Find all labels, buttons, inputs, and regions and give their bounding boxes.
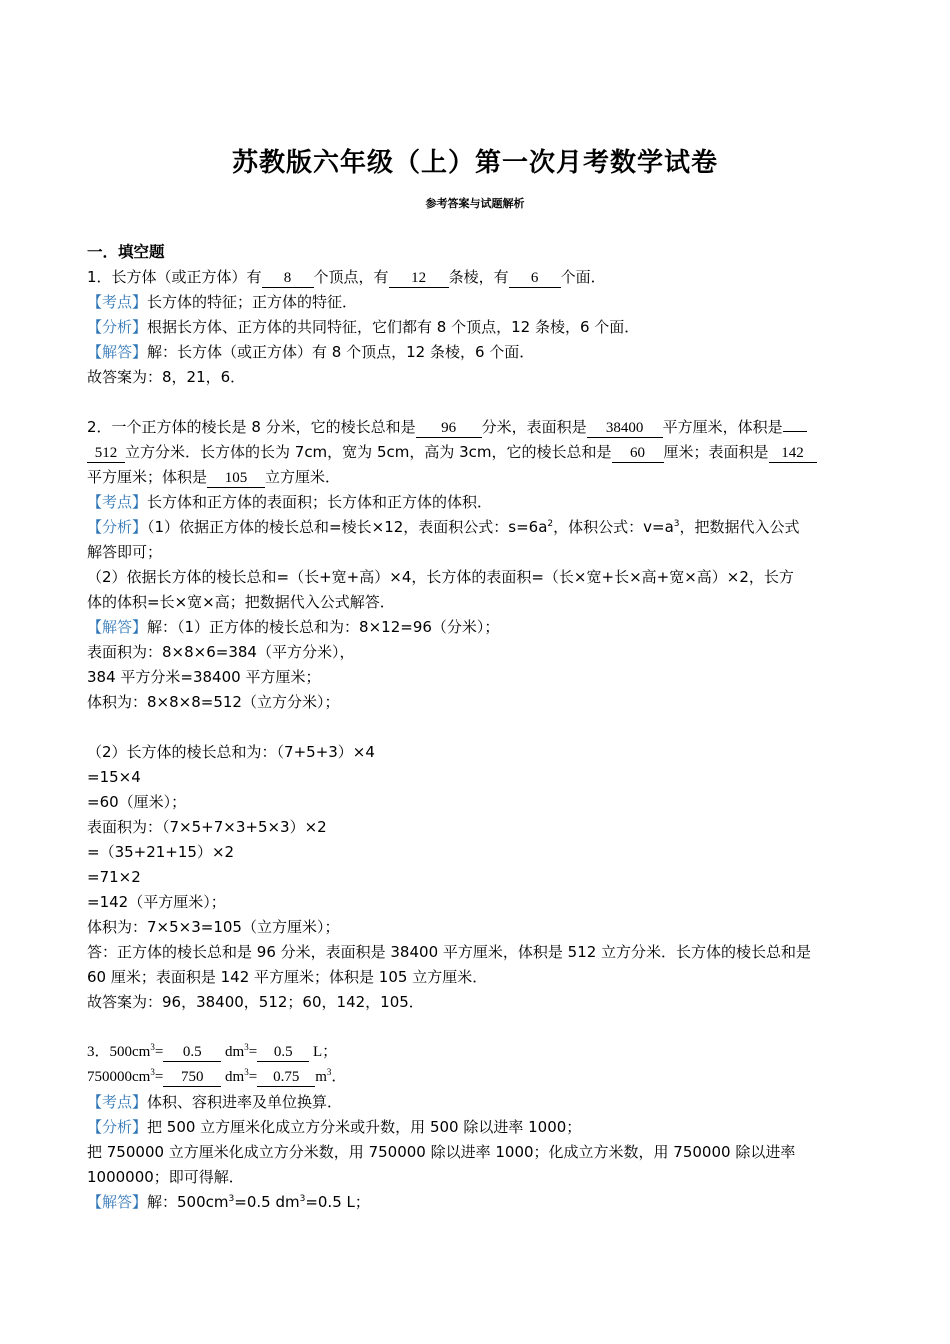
page-title: 苏教版六年级（上）第一次月考数学试卷 [231,148,718,178]
q2-question-line1: 2．一个正方体的棱长是 8 分米，它的棱长总和是 96 分米，表面积是 38400 平方厘米，体积是 [87,415,867,440]
jieda-tag: 【解答】 [87,1193,148,1211]
answer-blank: 0.5 [163,1044,221,1062]
answer-blank: 105 [207,470,265,488]
q1-fenxi: 【分析】根据长方体、正方体的共同特征，它们都有 8 个顶点，12 条棱，6 个面． [87,318,640,336]
kaodian-tag: 【考点】 [87,1093,148,1111]
q1-jieda: 【解答】解：长方体（或正方体）有 8 个顶点，12 条棱，6 个面． [87,343,535,361]
q3-jieda: 【解答】解：$500cm^3=0.5$ $dm^3=0.5$ L； [87,1193,370,1211]
jieda-tag: 【解答】 [87,618,148,636]
kaodian-tag: 【考点】 [87,293,148,311]
answer-blank: 38400 [587,420,663,438]
answer-blank: 512 [87,445,125,463]
answer-blank: 96 [416,420,482,438]
document-body: 一．填空题 1．长方体（或正方体）有 8 个顶点，有 12 条棱，有 6 个面． 【考点】长方体的特征；正方体的特征． 【分析】根据长方体、正方体的共同特征，它们都有 8 个顶点，12 条棱，6 个面． 【解答】解：长方体（或正方体）有 8 个顶点，12 条棱，6 个面． 故答案为：8，21，6． 2．一个正方体的棱长是 8 分米，它的棱长总和是 96 分米，表面积是 38400 平方厘米，体积是 512 立方分米．长方体的长为 7cm，宽为 5cm，高为 3cm，它的棱长总和是 60 厘米；表面积是 142 平方厘米；体积是 105 立方厘米． 【考点】长方体和正方体的表面积；长方体和正方体的体积． 【分析】（1）依据正方体的棱长总和=棱长×12，表面积公式：$s=6a^2$，体积公式：$v=a^3$，把数据代入公式 解答即可； （2）依据长方体的棱长总和=（长+宽+高）×4，长方体的表面积=（长×宽+长×高+宽×高）×2，长方 体的体积=长×宽×高；把数据代入公式解答． 【解答】解：（1）正方体的棱长总和为：8×12=96（分米）； 表面积为：8×8×6=384（平方分米）， 384 平方分米=38400 平方厘米； 体积为：8×8×8=512（立方分米）； （2）长方体的棱长总和为：（7+5+3）×4 =15×4 =60（厘米）； 表面积为：（7×5+7×3+5×3）×2 =（35+21+15）×2 =71×2 =142（平方厘米）； 体积为：7×5×3=105（立方厘米）； 答：正方体的棱长总和是 96 分米，表面积是 38400 平方厘米，体积是 512 立方分米．长方体的棱长总和是 60 厘米；表面积是 142 平方厘米；体积是 105 立方厘米． 故答案为：96，38400，512；60，142，105． 3．$500cm^3= 0.5$ $dm^3= 0.5$ L； $750000cm^3= 750$ $dm^3= 0.75$ $m^3$． 【考点】体积、容积进率及单位换算． 【分析】把 500 立方厘米化成立方分米或升数，用 500 除以进率 1000； 把 750000 立方厘米化成立方分米数，用 750000 除以进率 1000；化成立方米数，用 750000 除以进率 1000000；即可得解． 【解答】解：$500cm^3=0.5$ $dm^3=0.5$ L； [87,240,867,1215]
q2-question-line2: 512 立方分米．长方体的长为 7cm，宽为 5cm，高为 3cm，它的棱长总和是 60 厘米；表面积是 142 [87,440,867,465]
q3-fenxi: 【分析】把 500 立方厘米化成立方分米或升数，用 500 除以进率 1000； [87,1118,582,1136]
fenxi-tag: 【分析】 [87,1118,148,1136]
page-subtitle: 参考答案与试题解析 [425,197,525,210]
q2-fenxi: 【分析】（1）依据正方体的棱长总和=棱长×12，表面积公式：$s=6a^2$，体积公式：$v=a^3$，把数据代入公式 [87,518,800,536]
answer-blank: 6 [509,270,561,288]
answer-blank: 12 [389,270,449,288]
q3-question-line2: $750000cm^3= 750$ $dm^3= 0.75$ $m^3$． [87,1067,347,1085]
fenxi-tag: 【分析】 [87,318,148,336]
jieda-tag: 【解答】 [87,343,148,361]
answer-blank: 0.75 [257,1069,315,1087]
section-heading: 一．填空题 [87,243,165,261]
q3-question-line1: 3．$500cm^3= 0.5$ $dm^3= 0.5$ L； [87,1042,338,1060]
q3-kaodian: 【考点】体积、容积进率及单位换算． [87,1093,343,1111]
answer-blank: 8 [262,270,314,288]
q2-question-line3: 平方厘米；体积是 105 立方厘米． [87,468,341,486]
answer-blank: 750 [163,1069,221,1087]
answer-blank: 142 [769,445,817,463]
q2-jieda: 【解答】解：（1）正方体的棱长总和为：8×12=96（分米）； [87,618,500,636]
answer-blank: 60 [612,445,664,463]
fenxi-tag: 【分析】 [87,518,148,536]
kaodian-tag: 【考点】 [87,493,148,511]
q1-kaodian: 【考点】长方体的特征；正方体的特征． [87,293,358,311]
q2-kaodian: 【考点】长方体和正方体的表面积；长方体和正方体的体积． [87,493,493,511]
q1-answer: 故答案为：8，21，6． [87,368,246,386]
q1-question: 1．长方体（或正方体）有 8 个顶点，有 12 条棱，有 6 个面． [87,268,606,286]
answer-blank: 0.5 [257,1044,309,1062]
q2-answer: 故答案为：96，38400，512；60，142，105． [87,993,424,1011]
